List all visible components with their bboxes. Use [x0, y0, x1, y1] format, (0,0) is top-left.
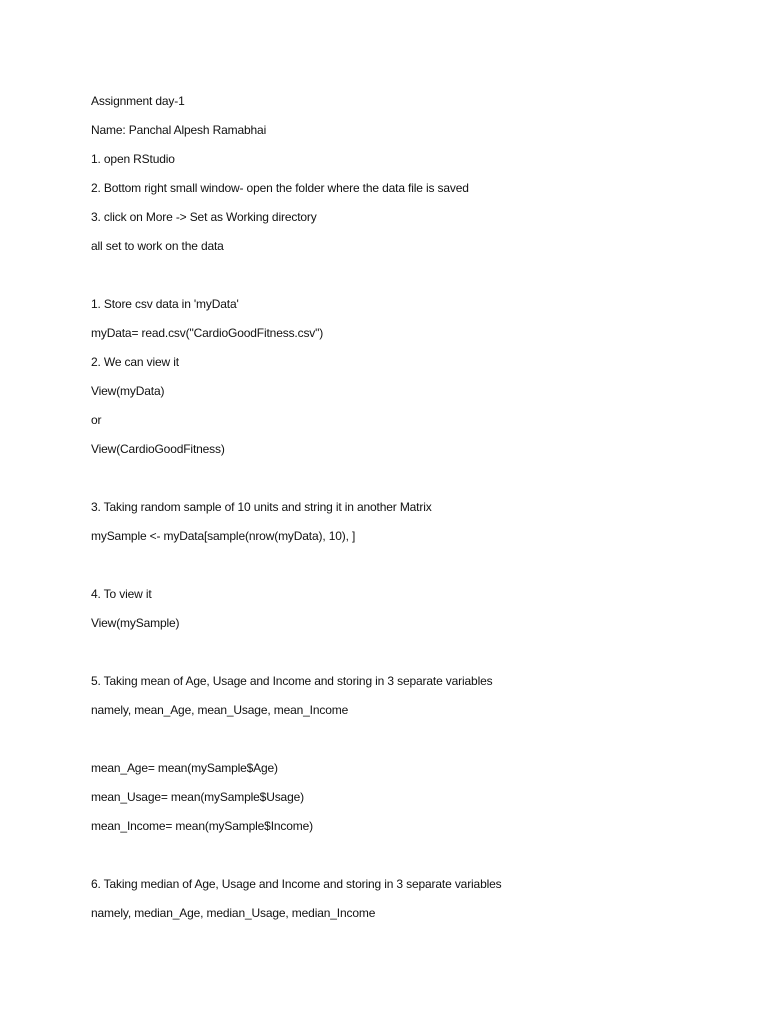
document-body	[91, 91, 731, 932]
code-line-sample: mySample <- myData[sample(nrow(myData), 10), ]	[91, 529, 356, 543]
step-2-heading: 2. We can view it	[91, 355, 179, 369]
setup-step-2: 2. Bottom right small window- open the folder where the data file is saved	[91, 181, 469, 195]
blank-line	[91, 729, 731, 758]
step-1-heading: 1. Store csv data in 'myData'	[91, 297, 239, 311]
code-line-view-cardio: View(CardioGoodFitness)	[91, 442, 225, 456]
author-name: Name: Panchal Alpesh Ramabhai	[91, 123, 267, 137]
step-6-variables: namely, median_Age, median_Usage, median_Income	[91, 906, 376, 920]
setup-note: all set to work on the data	[91, 239, 224, 253]
code-line-view-sample: View(mySample)	[91, 616, 180, 630]
step-3-heading: 3. Taking random sample of 10 units and string it in another Matrix	[91, 500, 432, 514]
or-text: or	[91, 413, 102, 427]
step-6-heading: 6. Taking median of Age, Usage and Income and storing in 3 separate variables	[91, 877, 502, 891]
step-5-variables: namely, mean_Age, mean_Usage, mean_Income	[91, 703, 349, 717]
blank-line	[91, 468, 731, 497]
code-line-read-csv: myData= read.csv("CardioGoodFitness.csv")	[91, 326, 324, 340]
step-4-heading: 4. To view it	[91, 587, 152, 601]
setup-step-3: 3. click on More -> Set as Working directory	[91, 210, 317, 224]
blank-line	[91, 642, 731, 671]
doc-title: Assignment day-1	[91, 94, 185, 108]
code-line-mean-income: mean_Income= mean(mySample$Income)	[91, 819, 314, 833]
code-line-mean-usage: mean_Usage= mean(mySample$Usage)	[91, 790, 304, 804]
blank-line	[91, 265, 731, 294]
code-line-mean-age: mean_Age= mean(mySample$Age)	[91, 761, 278, 775]
blank-line	[91, 555, 731, 584]
blank-line	[91, 845, 731, 874]
code-line-view-mydata: View(myData)	[91, 384, 165, 398]
step-5-heading: 5. Taking mean of Age, Usage and Income and storing in 3 separate variables	[91, 674, 493, 688]
setup-step-1: 1. open RStudio	[91, 152, 175, 166]
